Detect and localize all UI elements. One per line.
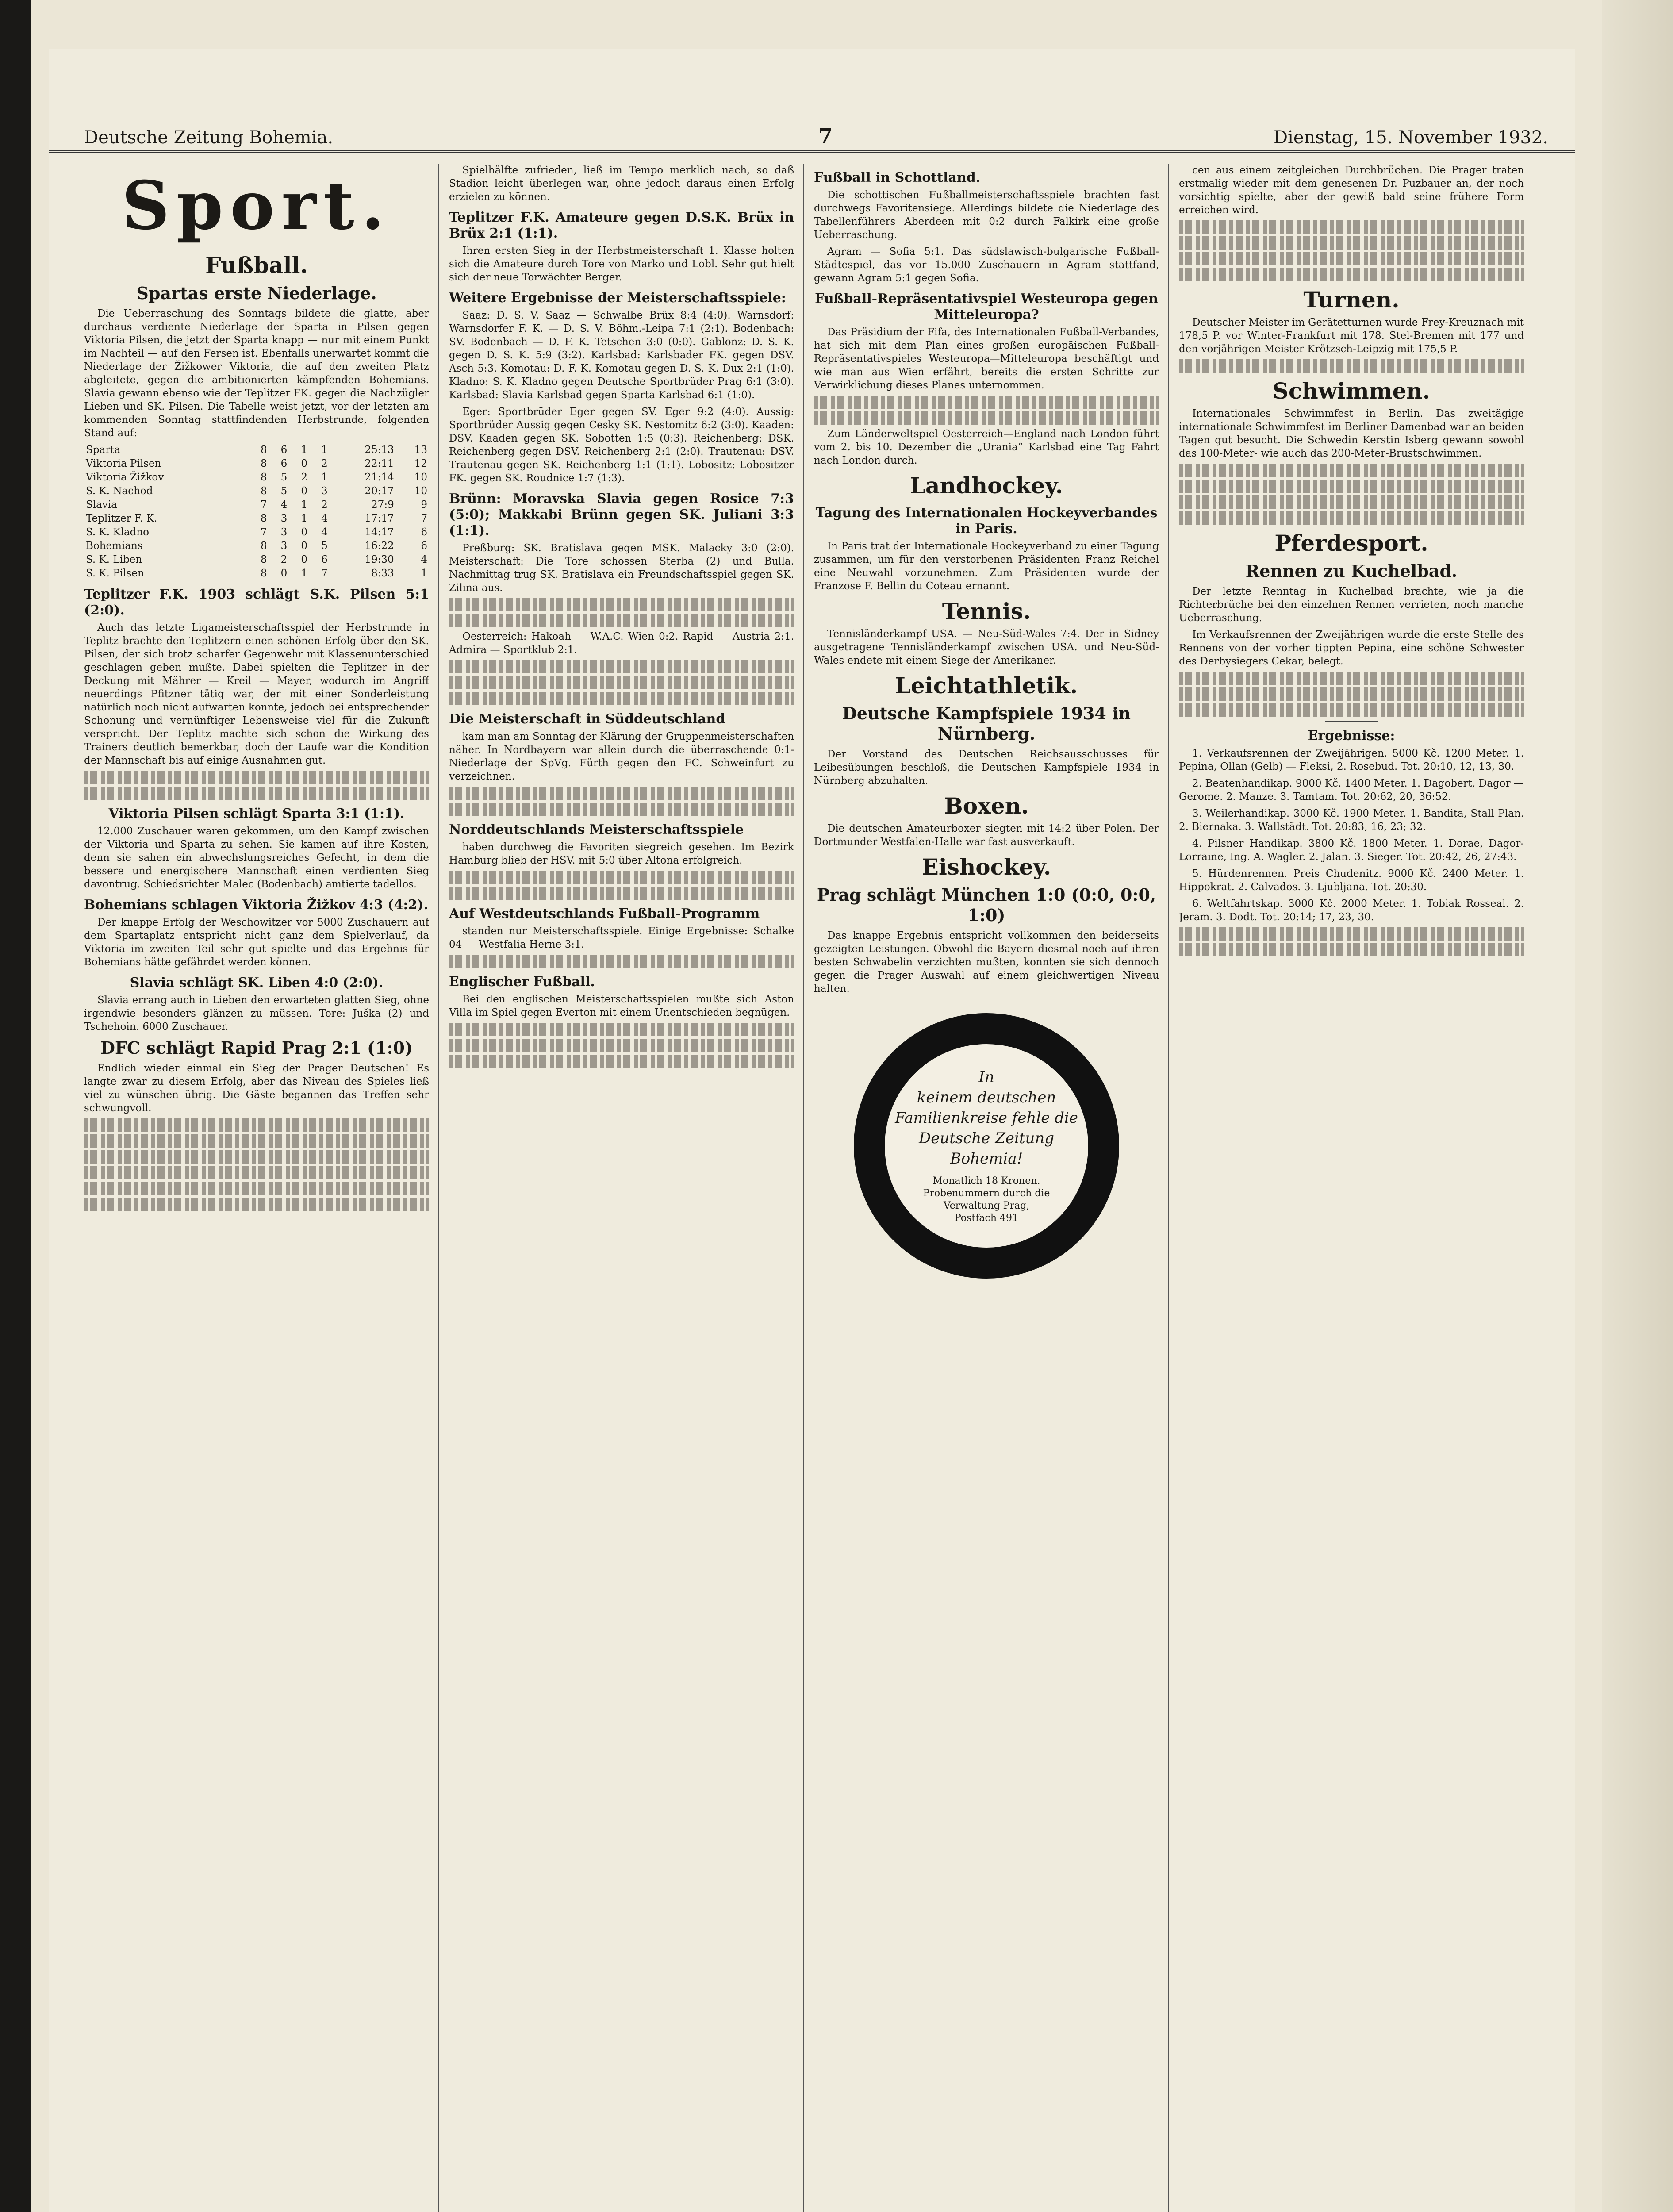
table-cell: 5 [280, 485, 288, 497]
table-cell: 4 [321, 513, 328, 524]
table-cell: 12 [414, 458, 427, 469]
table-cell: 0 [280, 568, 288, 579]
table-cell: 6 [280, 444, 288, 456]
illegible-text-line [449, 614, 794, 627]
illegible-text-line [1179, 464, 1524, 477]
article-text: Slavia errang auch in Lieben den erwarteten glatten Sieg, ohne irgendwie besonders glänzen zu müssen. Tore: Juška (2) und Tschehoin. 6000 Zuschauer. [84, 995, 429, 1033]
illegible-text-line [449, 676, 794, 689]
ad-subtext: Monatlich 18 Kronen. [932, 1175, 1040, 1187]
table-cell: 1 [301, 513, 307, 524]
heading-turnen: Turnen. [1303, 287, 1400, 313]
table-cell: 5 [280, 472, 288, 483]
table-cell: 8 [260, 513, 267, 524]
table-cell: 19:30 [365, 554, 394, 565]
article-text: Eger: Sportbrüder Eger gegen SV. Eger 9:2 (4:0). Aussig: Sportbrüder Aussig gegen Cesky SK. Nestomitz 6:2 (3:0). Kaaden: DSV. Kaaden gegen SK. Sobotten 1:5 (0:3). Reichenberg: DSK. Reichenberg gegen DSV. Reichenberg 2:1 (2:0). Trautenau: DSV. Trautenau gegen SK. Reichenberg 1:1 (1:1). Lobositz: Lobositzer FK. gegen SK. Roudnice 1:7 (1:3). [449, 406, 794, 484]
table-row [84, 484, 429, 498]
column-1 [84, 164, 429, 2212]
illegible-text-line [1179, 220, 1524, 234]
heading-bruenn: Brünn: Moravska Slavia gegen Rosice 7:3 (5:0); Makkabi Brünn gegen SK. Juliani 3:3 (1:1). [449, 491, 794, 538]
table-cell: 13 [414, 444, 427, 456]
table-cell: 4 [421, 554, 427, 565]
article-text: Deutscher Meister im Gerätetturnen wurde Frey-Kreuznach mit 178,5 P. vor Winter-Frankfurt mit 178. Stel-Bremen mit 177 und den vorjährigen Meister Krötzsch-Leipzig mit 175,5 P. [1179, 317, 1524, 355]
header-date: Dienstag, 15. November 1932. [1273, 127, 1548, 148]
table-cell: 1 [301, 444, 307, 456]
heading-prag-muenchen: Prag schlägt München 1:0 (0:0, 0:0, 1:0) [817, 885, 1156, 925]
league-table [84, 443, 429, 580]
heading-pferdesport: Pferdesport. [1274, 530, 1428, 556]
illegible-text-line [1179, 236, 1524, 250]
illegible-text-line [84, 1182, 429, 1195]
table-cell: 2 [321, 499, 328, 511]
heading-fussball: Fußball. [205, 252, 308, 278]
heading-tagung: Tagung des Internationalen Hockeyverbandes in Paris. [815, 505, 1158, 537]
table-cell: 9 [421, 499, 427, 511]
table-cell: 3 [280, 526, 288, 538]
table-cell: 3 [280, 540, 288, 552]
illegible-text-line [84, 1134, 429, 1148]
team-name: Bohemians [86, 540, 143, 552]
page-header [49, 124, 1575, 153]
article-text: Im Verkaufsrennen der Zweijährigen wurde die erste Stelle des Rennens von der vorher tippten Pepina, eine schöne Schwester des Derbysiegers Cekar, belegt. [1179, 629, 1524, 667]
table-cell: 7 [260, 526, 267, 538]
table-cell: 8 [260, 485, 267, 497]
ad-subtext: Verwaltung Prag, [943, 1200, 1030, 1211]
article-text: Das Präsidium der Fifa, des Internationalen Fußball-Verbandes, hat sich mit dem Plan eines großen europäischen Fußball-Repräsentativspieles Westeuropa—Mitteleuropa beschäftigt und wie man aus Wien erfährt, bereits die ersten Schritte zur Verwirklichung dieses Planes unternommen. [814, 326, 1159, 391]
table-cell: 6 [421, 540, 427, 552]
illegible-text-line [449, 803, 794, 816]
table-cell: 27:9 [371, 499, 394, 511]
heading-landhockey: Landhockey. [909, 472, 1063, 499]
table-cell: 1 [301, 499, 307, 511]
illegible-text-line [1179, 480, 1524, 493]
heading-viktoria: Viktoria Pilsen schlägt Sparta 3:1 (1:1). [108, 806, 405, 822]
article-text: kam man am Sonntag der Klärung der Gruppenmeisterschaften näher. In Nordbayern war allein durch die überraschende 0:1-Niederlage der SpVg. Fürth gegen den FC. Schweinfurt zu verzeichnen. [449, 731, 794, 782]
team-name: S. K. Kladno [86, 526, 149, 538]
table-cell: 2 [301, 472, 307, 483]
table-cell: 6 [421, 526, 427, 538]
table-cell: 7 [421, 513, 427, 524]
race-result: 3. Weilerhandikap. 3000 Kč. 1900 Meter. 1. Bandita, Stall Plan. 2. Biernaka. 3. Wallstädt. Tot. 20:83, 16, 23; 32. [1179, 808, 1524, 833]
table-cell: 0 [301, 540, 307, 552]
ad-text: Familienkreise fehle die [895, 1109, 1078, 1127]
article-text: 12.000 Zuschauer waren gekommen, um den Kampf zwischen der Viktoria und Sparta zu sehen. Sie kamen auf ihre Kosten, denn sie sahen ein abwechslungsreiches Gefecht, in dem die bessere und energischere Mannschaft einen verdienten Sieg davontrug. Schiedsrichter Malec (Bodenbach) amtierte tadellos. [84, 826, 429, 890]
header-paper-name: Deutsche Zeitung Bohemia. [84, 127, 334, 148]
heading-spartas: Spartas erste Niederlage. [136, 283, 377, 303]
heading-kuchelbad: Rennen zu Kuchelbad. [1245, 561, 1458, 581]
table-cell: 0 [301, 526, 307, 538]
illegible-text-line [1179, 943, 1524, 956]
table-cell: 0 [301, 458, 307, 469]
table-cell: 0 [301, 554, 307, 565]
illegible-text-line [1179, 359, 1524, 373]
illegible-text-line [84, 1166, 429, 1179]
table-cell: 8 [260, 472, 267, 483]
illegible-text-line [449, 955, 794, 968]
race-result: 4. Pilsner Handikap. 3800 Kč. 1800 Meter. 1. Dorae, Dagor-Lorraine, Ing. A. Wagler. 2. Jalan. 3. Sieger. Tot. 20:42, 26, 27:43. [1179, 838, 1524, 863]
scan-border-left [0, 0, 31, 2212]
article-text: Auch das letzte Ligameisterschaftsspiel der Herbstrunde in Teplitz brachte den Teplitzern einen schönen Erfolg über den SK. Pilsen, der sich trotz scharfer Gegenwehr mit Klassenunterschied geschlagen geben mußte. Dabei spielten die Teplitzer in der Deckung mit Mährer — Kreil — Mayer, wodurch im Angriff neuerdings Pfitzner tätig war, der mit einer Sonderleistung natürlich noch nicht aufwarten konnte, jedoch bei entsprechender Schonung und vernünftiger Lebensweise viel für die Zukunft verspricht. Der Teplitz machte sich schon die Wirkung des Trainers deutlich bemerkbar, doch der Laufe war die Kondition der Mannschaft bis auf einige Ausnahmen gut. [84, 622, 429, 766]
column-rule [438, 164, 439, 2212]
table-cell: 8 [260, 554, 267, 565]
article-text: Tennisländerkampf USA. — Neu-Süd-Wales 7:4. Der in Sidney ausgetragene Tennisländerkampf zwischen USA. und Neu-Süd-Wales endete mit einem Siege der Amerikaner. [814, 628, 1159, 666]
divider [1325, 721, 1378, 722]
article-text: Agram — Sofia 5:1. Das südslawisch-bulgarische Fußball-Städtespiel, das vor 15.000 Zuschauern in Agram stattfand, gewann Agram 5:1 gegen Sofia. [814, 246, 1159, 284]
table-cell: 7 [321, 568, 328, 579]
article-text: Das knappe Ergebnis entspricht vollkommen den beiderseits gezeigten Leistungen. Obwohl die Bayern diesmal noch auf ihren besten Schwabelin verzichten mußten, konnten sie sich dennoch gegen die Prager Auswahl auf einem gleichwertigen Niveau halten. [814, 930, 1159, 995]
table-cell: 8 [260, 444, 267, 456]
heading-kampfspiele: Deutsche Kampfspiele 1934 in Nürnberg. [842, 703, 1131, 744]
table-cell: 22:11 [365, 458, 394, 469]
heading-englisch: Englischer Fußball. [449, 974, 595, 990]
table-cell: 4 [280, 499, 288, 511]
heading-nord: Norddeutschlands Meisterschaftsspiele [449, 822, 744, 837]
team-name: Slavia [86, 499, 117, 511]
illegible-text-line [1179, 703, 1524, 717]
table-cell: 21:14 [365, 472, 394, 483]
table-row [84, 539, 429, 553]
team-name: Teplitzer F. K. [86, 513, 157, 524]
column-3 [814, 164, 1159, 2212]
race-result: 6. Weltfahrtskap. 3000 Kč. 2000 Meter. 1. Tobiak Rosseal. 2. Jeram. 3. Dodt. Tot. 20:14; 17, 23, 30. [1179, 898, 1524, 923]
heading-schottland: Fußball in Schottland. [814, 170, 981, 185]
article-text: Der knappe Erfolg der Weschowitzer vor 5000 Zuschauern auf dem Spartaplatz entspricht nicht ganz dem Spielverlauf, da Viktoria im zweiten Teil sehr gut spielte und das Ergebnis für Bohemians hätte gefährdet werden können. [84, 917, 429, 968]
heading-results: Weitere Ergebnisse der Meisterschaftsspiele: [449, 290, 786, 306]
illegible-text-line [814, 411, 1159, 425]
illegible-text-line [84, 1150, 429, 1164]
table-cell: 7 [260, 499, 267, 511]
illegible-text-line [449, 787, 794, 800]
article-text: Saaz: D. S. V. Saaz — Schwalbe Brüx 8:4 (4:0). Warnsdorf: Warnsdorfer F. K. — D. S. V. Böhm.-Leipa 7:1 (2:1). Bodenbach: SV. Bodenbach — D. F. K. Tetschen 3:0 (0:0). Gablonz: D. S. K. gegen D. S. K. 5:9 (3:2). Karlsbad: Karlsbader FK. gegen DSV. Asch 5:3. Komotau: D. F. K. Komotau gegen D. S. K. Dux 2:1 (1:0). Kladno: S. K. Kladno gegen Deutsche Sportbrüder Prag 6:1 (3:0). Karlsbad: Slavia Karlsbad gegen Sparta Karlsbad 6:1 (1:0). [449, 310, 794, 401]
column-2 [449, 164, 794, 2212]
table-cell: 10 [414, 485, 427, 497]
header-page-number: 7 [818, 124, 833, 148]
article-text: Zum Länderweltspiel Oesterreich—England nach London führt vom 2. bis 10. Dezember die „Urania“ Karlsbad eine Tag Fahrt nach London durch. [814, 428, 1159, 466]
ad-subtext: Probenummern durch die [923, 1188, 1050, 1199]
illegible-text-line [449, 598, 794, 611]
race-result: 2. Beatenhandikap. 9000 Kč. 1400 Meter. 1. Dagobert, Dagor — Gerome. 2. Manze. 3. Tamtam. Tot. 20:62, 20, 36:52. [1179, 778, 1524, 803]
ad-text: keinem deutschen [917, 1089, 1056, 1106]
illegible-text-line [449, 660, 794, 673]
article-text: Der Vorstand des Deutschen Reichsausschusses für Leibesübungen beschloß, die Deutschen Kampfspiele 1934 in Nürnberg abzuhalten. [814, 749, 1159, 787]
illegible-text-line [1179, 511, 1524, 525]
heading-boxen: Boxen. [944, 793, 1029, 819]
table-cell: 8:33 [371, 568, 394, 579]
table-row [84, 567, 429, 580]
team-name: S. K. Liben [86, 554, 142, 565]
article-text: Endlich wieder einmal ein Sieg der Prager Deutschen! Es langte zwar zu diesem Erfolg, aber das Niveau des Spieles ließ viel zu wünschen übrig. Die Gäste begannen das Treffen sehr schwungvoll. [84, 1063, 429, 1114]
article-text: Internationales Schwimmfest in Berlin. Das zweitägige internationale Schwimmfest im Berliner Damenbad war an beiden Tagen gut besucht. Die Schwedin Kerstin Isberg gewann sowohl das 100-Meter- wie auch das 200-Meter-Brustschwimmen. [1179, 408, 1524, 459]
ad-subtext: Postfach 491 [954, 1213, 1019, 1224]
illegible-text-line [1179, 495, 1524, 509]
illegible-text-line [449, 1055, 794, 1068]
illegible-text-line [449, 1023, 794, 1036]
article-text: Der letzte Renntag in Kuchelbad brachte, wie ja die Richterbrüche bei den einzelnen Rennen verrieten, noch manche Ueberraschung. [1179, 586, 1524, 624]
illegible-text-line [814, 396, 1159, 409]
illegible-text-line [84, 787, 429, 800]
table-cell: 20:17 [365, 485, 394, 497]
table-cell: 3 [321, 485, 328, 497]
column-rule [803, 164, 804, 2212]
heading-eishockey: Eishockey. [921, 854, 1051, 880]
article-text: Spielhälfte zufrieden, ließ im Tempo merklich nach, so daß Stadion leicht überlegen war, ohne jedoch daraus einen Erfolg erzielen zu können. [449, 165, 794, 203]
heading-tennis: Tennis. [942, 598, 1031, 624]
heading-leichtathletik: Leichtathletik. [895, 672, 1078, 699]
column-4 [1179, 164, 1524, 2212]
race-result: 5. Hürdenrennen. Preis Chudenitz. 9000 Kč. 2400 Meter. 1. Hippokrat. 2. Calvados. 3. Ljubljana. Tot. 20:30. [1179, 868, 1524, 893]
table-cell: 14:17 [365, 526, 394, 538]
table-cell: 5 [321, 540, 328, 552]
article-text: Die deutschen Amateurboxer siegten mit 14:2 über Polen. Der Dortmunder Westfalen-Halle war fast ausverkauft. [814, 823, 1159, 848]
illegible-text-line [1179, 927, 1524, 941]
heading-sueddeutsch: Die Meisterschaft in Süddeutschland [449, 711, 725, 727]
article-text: Die Ueberraschung des Sonntags bildete die glatte, aber durchaus verdiente Niederlage der Sparta in Pilsen gegen Viktoria Pilsen, die jetzt der Sparta knapp — nur mit einem Punkt im Nachteil — auf den Fersen ist. Ebenfalls unerwartet kommt die Niederlage der Žižkower Viktoria, die auf den zweiten Platz abgleitete, gegen die ambitionierten kämpfenden Bohemians. Slavia gewann ebenso wie der Teplitzer FK. gegen die Nachzügler Lieben und SK. Pilsen. Die Tabelle weist jetzt, vor der letzten am kommenden Sonntag stattfindenden Herbstrunde, folgenden Stand auf: [84, 308, 429, 439]
team-name: S. K. Nachod [86, 485, 153, 497]
table-row [84, 553, 429, 567]
table-cell: 4 [321, 526, 328, 538]
table-cell: 25:13 [365, 444, 394, 456]
table-row [84, 498, 429, 512]
article-text: haben durchweg die Favoriten siegreich gesehen. Im Bezirk Hamburg blieb der HSV. mit 5:0 über Altona erfolgreich. [449, 841, 794, 866]
table-cell: 16:22 [365, 540, 394, 552]
illegible-text-line [449, 1039, 794, 1052]
team-name: Viktoria Žižkov [86, 472, 164, 483]
table-row [84, 512, 429, 526]
illegible-text-line [1179, 672, 1524, 685]
heading-westdeutsch: Auf Westdeutschlands Fußball-Programm [449, 906, 760, 922]
ad-text: In [978, 1068, 994, 1086]
table-cell: 2 [280, 554, 288, 565]
table-cell: 10 [414, 472, 427, 483]
illegible-text-line [449, 692, 794, 705]
article-text: Bei den englischen Meisterschaftsspielen mußte sich Aston Villa im Spiel gegen Everton mit einem Unentschieden begnügen. [449, 994, 794, 1018]
article-text: Ihren ersten Sieg in der Herbstmeisterschaft 1. Klasse holten sich die Amateure durch Tore von Marko und Lobl. Sehr gut hielt sich der neue Torwächter Berger. [449, 245, 794, 283]
heading-repraesentativ: Fußball-Repräsentativspiel Westeuropa gegen Mitteleuropa? [815, 291, 1158, 323]
table-cell: 1 [301, 568, 307, 579]
team-name: Viktoria Pilsen [86, 458, 161, 469]
illegible-text-line [1179, 268, 1524, 281]
heading-ergebnisse: Ergebnisse: [1308, 728, 1395, 744]
heading-bohemians: Bohemians schlagen Viktoria Žižkov 4:3 (4:2). [84, 897, 428, 913]
ad-text: Deutsche Zeitung Bohemia! [918, 1129, 1055, 1167]
table-row [84, 457, 429, 471]
illegible-text-line [84, 771, 429, 784]
heading-teplitzer: Teplitzer F.K. 1903 schlägt S.K. Pilsen 5:1 (2:0). [84, 587, 429, 618]
table-row [84, 471, 429, 484]
heading-amateure: Teplitzer F.K. Amateure gegen D.S.K. Brüx in Brüx 2:1 (1:1). [449, 210, 794, 241]
article-text: Preßburg: SK. Bratislava gegen MSK. Malacky 3:0 (2:0). Meisterschaft: Die Tore schossen Sterba (2) und Bulla. Nachmittag trug SK. Bratislava ein Freundschaftsspiel gegen SK. Zilina aus. [449, 542, 794, 594]
table-cell: 8 [260, 568, 267, 579]
illegible-text-line [449, 887, 794, 900]
illegible-text-line [1179, 687, 1524, 701]
table-cell: 3 [280, 513, 288, 524]
table-cell: 2 [321, 458, 328, 469]
heading-slavia: Slavia schlägt SK. Liben 4:0 (2:0). [130, 975, 384, 991]
table-cell: 6 [321, 554, 328, 565]
scan-border-right [1602, 0, 1673, 2212]
team-name: Sparta [86, 444, 121, 456]
column-rule [1168, 164, 1169, 2212]
table-cell: 6 [280, 458, 288, 469]
table-cell: 17:17 [365, 513, 394, 524]
team-name: S. K. Pilsen [86, 568, 144, 579]
article-text: In Paris trat der Internationale Hockeyverband zu einer Tagung zusammen, um für den verstorbenen Präsidenten Franz Reichel eine Neuwahl vorzunehmen. Zum Präsidenten wurde der Franzose F. Bellin du Coteau ernannt. [814, 541, 1159, 592]
table-cell: 1 [321, 444, 328, 456]
illegible-text-line [84, 1118, 429, 1132]
table-cell: 0 [301, 485, 307, 497]
illegible-text-line [449, 871, 794, 884]
section-title: Sport. [122, 167, 391, 245]
illegible-text-line [1179, 252, 1524, 265]
heading-schwimmen: Schwimmen. [1272, 378, 1431, 404]
table-cell: 1 [321, 472, 328, 483]
race-result: 1. Verkaufsrennen der Zweijährigen. 5000 Kč. 1200 Meter. 1. Pepina, Ollan (Gelb) — Fleksi, 2. Rosebud. Tot. 20:10, 12, 13, 30. [1179, 748, 1524, 772]
advertisement-circle [854, 1013, 1119, 1279]
illegible-text-line [84, 1198, 429, 1211]
article-text: Oesterreich: Hakoah — W.A.C. Wien 0:2. Rapid — Austria 2:1. Admira — Sportklub 2:1. [449, 631, 794, 656]
article-text: Die schottischen Fußballmeisterschaftsspiele brachten fast durchwegs Favoritensiege. Allerdings bildete die Niederlage des Tabellenführers Aberdeen mit 0:2 durch Falkirk eine große Ueberraschung. [814, 189, 1159, 241]
table-row [84, 443, 429, 457]
table-cell: 8 [260, 458, 267, 469]
table-cell: 8 [260, 540, 267, 552]
article-text: cen aus einem zeitgleichen Durchbrüchen. Die Prager traten erstmalig wieder mit dem genesenen Dr. Puzbauer an, der noch vorsichtig spielte, aber der gewiß bald seine frühere Form erreichen wird. [1179, 165, 1524, 216]
table-row [84, 526, 429, 539]
heading-dfc: DFC schlägt Rapid Prag 2:1 (1:0) [100, 1038, 413, 1058]
newspaper-page [49, 49, 1575, 2212]
article-text: standen nur Meisterschaftsspiele. Einige Ergebnisse: Schalke 04 — Westfalia Herne 3:1. [449, 926, 794, 950]
table-cell: 1 [421, 568, 427, 579]
